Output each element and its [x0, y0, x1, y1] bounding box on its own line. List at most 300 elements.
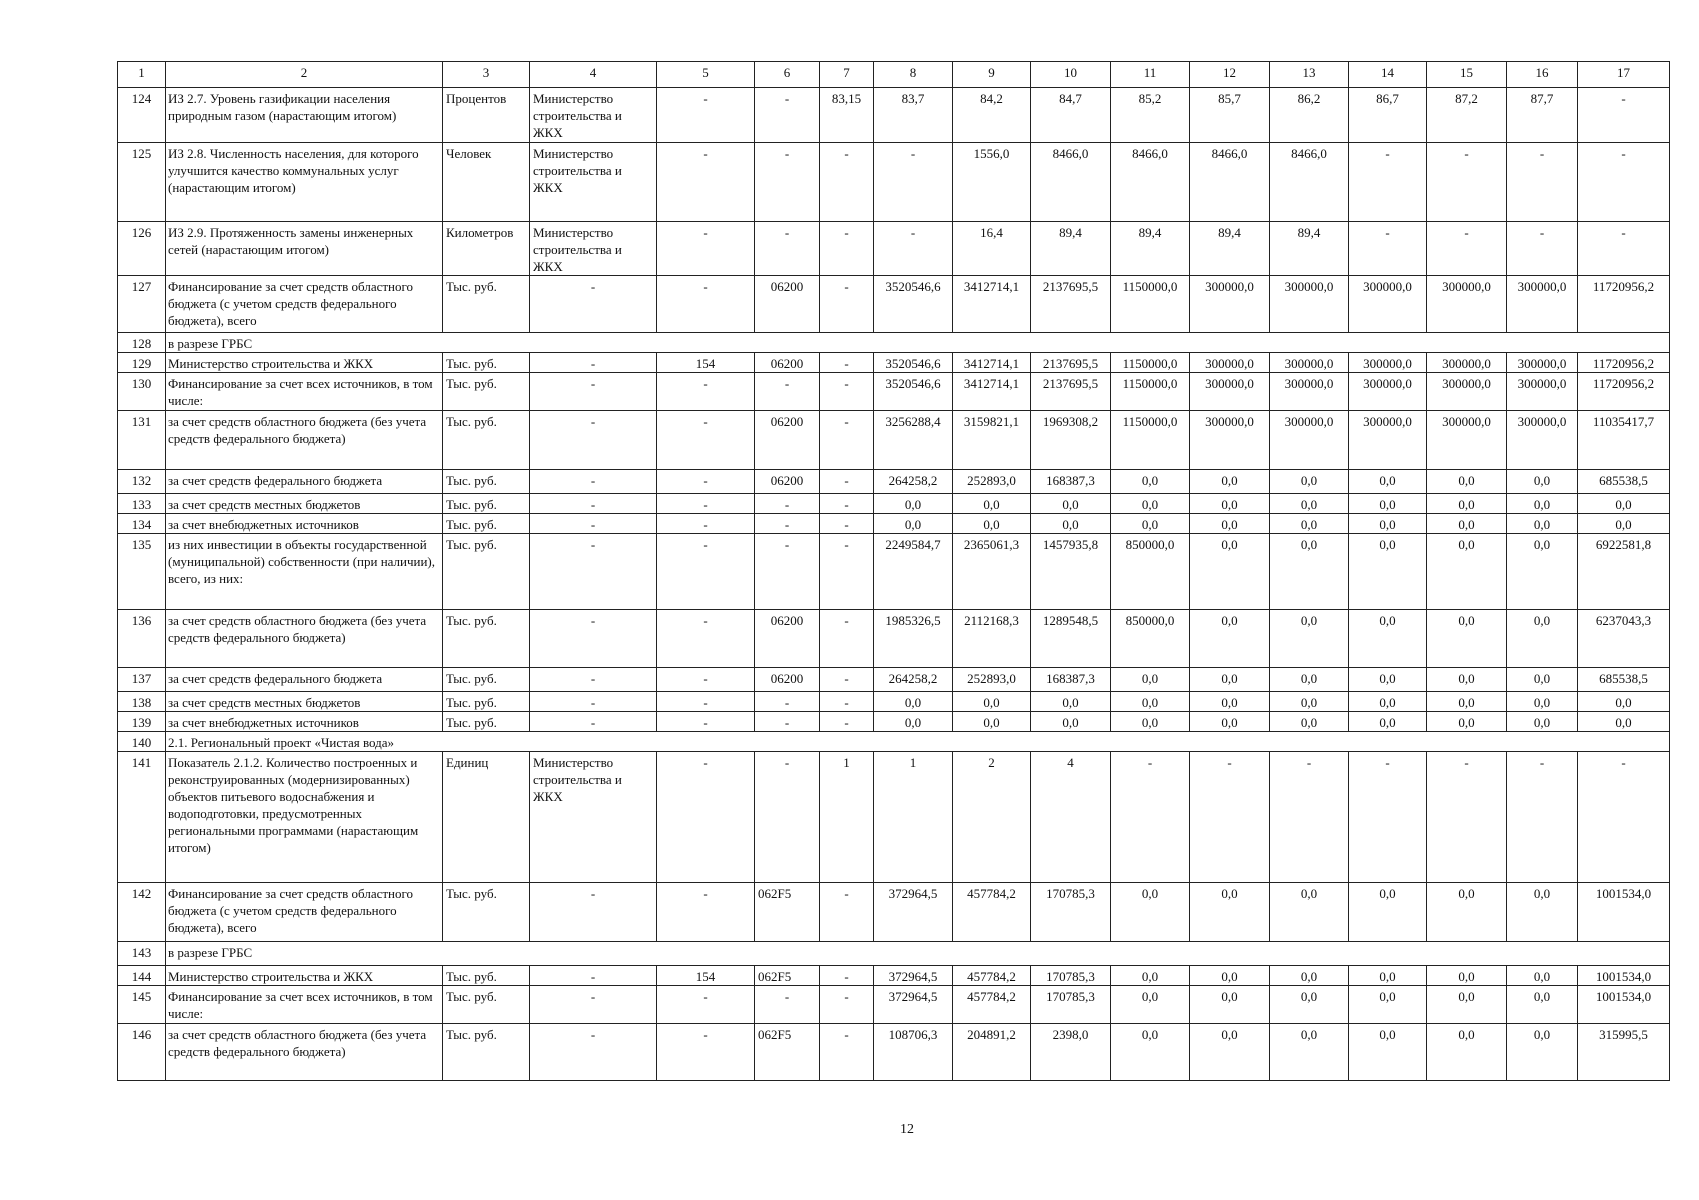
value-cell: 1150000,0 [1111, 411, 1190, 470]
row-number: 129 [118, 353, 166, 373]
value-cell: - [657, 712, 755, 732]
value-cell: 204891,2 [953, 1024, 1031, 1081]
row-number: 126 [118, 222, 166, 276]
indicator-name: за счет средств местных бюджетов [166, 494, 443, 514]
value-cell: - [820, 1024, 874, 1081]
unit-cell: Тыс. руб. [443, 986, 530, 1024]
indicator-name: из них инвестиции в объекты государственной (муниципальной) собственности (при наличии), всего, из них: [166, 534, 443, 610]
value-cell: - [820, 883, 874, 942]
value-cell: 0,0 [953, 494, 1031, 514]
section-heading: в разрезе ГРБС [166, 942, 1670, 966]
value-cell: 1457935,8 [1031, 534, 1111, 610]
column-number-1: 1 [118, 62, 166, 88]
code-cell: 062F5 [755, 966, 820, 986]
value-cell: 0,0 [874, 692, 953, 712]
value-cell: 0,0 [1427, 986, 1507, 1024]
value-cell: 1 [874, 752, 953, 883]
code-cell: - [755, 514, 820, 534]
value-cell: 108706,3 [874, 1024, 953, 1081]
table-row [118, 1024, 1670, 1081]
unit-cell: Тыс. руб. [443, 470, 530, 494]
value-cell: 0,0 [1190, 470, 1270, 494]
responsible-cell: Министерство строительства и ЖКХ [530, 143, 657, 222]
value-cell: 3412714,1 [953, 353, 1031, 373]
value-cell: - [820, 222, 874, 276]
value-cell: - [657, 276, 755, 333]
value-cell: 300000,0 [1349, 411, 1427, 470]
code-cell: 06200 [755, 470, 820, 494]
value-cell: 252893,0 [953, 668, 1031, 692]
value-cell: 300000,0 [1190, 373, 1270, 411]
unit-cell: Человек [443, 143, 530, 222]
column-number-9: 9 [953, 62, 1031, 88]
value-cell: - [657, 143, 755, 222]
value-cell: 11035417,7 [1578, 411, 1670, 470]
code-cell: - [755, 373, 820, 411]
indicator-name: ИЗ 2.7. Уровень газификации населения природным газом (нарастающим итогом) [166, 88, 443, 143]
value-cell: 0,0 [1111, 986, 1190, 1024]
value-cell: 87,7 [1507, 88, 1578, 143]
value-cell: 154 [657, 353, 755, 373]
value-cell: - [820, 966, 874, 986]
value-cell: 83,7 [874, 88, 953, 143]
unit-cell: Тыс. руб. [443, 610, 530, 668]
row-number: 137 [118, 668, 166, 692]
value-cell: 8466,0 [1190, 143, 1270, 222]
value-cell: 170785,3 [1031, 986, 1111, 1024]
value-cell: 0,0 [1190, 668, 1270, 692]
row-number: 135 [118, 534, 166, 610]
value-cell: 264258,2 [874, 668, 953, 692]
value-cell: - [1578, 88, 1670, 143]
value-cell: 300000,0 [1507, 353, 1578, 373]
value-cell: 0,0 [1270, 692, 1349, 712]
value-cell: - [657, 411, 755, 470]
value-cell: 300000,0 [1427, 373, 1507, 411]
value-cell: 264258,2 [874, 470, 953, 494]
indicator-name: Финансирование за счет всех источников, в том числе: [166, 373, 443, 411]
unit-cell: Тыс. руб. [443, 514, 530, 534]
value-cell: - [657, 610, 755, 668]
code-cell: 06200 [755, 668, 820, 692]
value-cell: 0,0 [1507, 514, 1578, 534]
value-cell: - [820, 353, 874, 373]
value-cell: - [657, 514, 755, 534]
value-cell: 1556,0 [953, 143, 1031, 222]
row-number: 130 [118, 373, 166, 411]
value-cell: 8466,0 [1031, 143, 1111, 222]
column-number-14: 14 [1349, 62, 1427, 88]
responsible-cell: - [530, 610, 657, 668]
value-cell: 170785,3 [1031, 966, 1111, 986]
value-cell: 0,0 [1427, 712, 1507, 732]
value-cell: 0,0 [1270, 610, 1349, 668]
column-number-3: 3 [443, 62, 530, 88]
value-cell: 300000,0 [1270, 373, 1349, 411]
value-cell: 3520546,6 [874, 276, 953, 333]
value-cell: 3412714,1 [953, 373, 1031, 411]
table-header-row [118, 62, 1670, 88]
value-cell: - [1578, 752, 1670, 883]
unit-cell: Тыс. руб. [443, 883, 530, 942]
indicator-name: Показатель 2.1.2. Количество построенных и реконструированных (модернизированных) объектов питьевого водоснабжения и водоподготовки, предусмотренных региональными программами (нарастающим итогом) [166, 752, 443, 883]
value-cell: 300000,0 [1270, 276, 1349, 333]
value-cell: 2249584,7 [874, 534, 953, 610]
value-cell: - [820, 514, 874, 534]
value-cell: 0,0 [1031, 494, 1111, 514]
value-cell: 1985326,5 [874, 610, 953, 668]
unit-cell: Процентов [443, 88, 530, 143]
value-cell: 0,0 [1190, 712, 1270, 732]
value-cell: 3520546,6 [874, 353, 953, 373]
row-number: 125 [118, 143, 166, 222]
value-cell: 83,15 [820, 88, 874, 143]
column-number-10: 10 [1031, 62, 1111, 88]
value-cell: 0,0 [1507, 692, 1578, 712]
value-cell: 84,2 [953, 88, 1031, 143]
code-cell: 06200 [755, 276, 820, 333]
row-number: 140 [118, 732, 166, 752]
value-cell: 0,0 [1270, 668, 1349, 692]
value-cell: 154 [657, 966, 755, 986]
indicator-name: ИЗ 2.8. Численность населения, для которого улучшится качество коммунальных услуг (нарастающим итогом) [166, 143, 443, 222]
value-cell: 0,0 [1111, 494, 1190, 514]
value-cell: 0,0 [1427, 494, 1507, 514]
value-cell: - [1190, 752, 1270, 883]
value-cell: 8466,0 [1270, 143, 1349, 222]
unit-cell: Тыс. руб. [443, 534, 530, 610]
responsible-cell: - [530, 373, 657, 411]
value-cell: 0,0 [1427, 470, 1507, 494]
value-cell: 86,7 [1349, 88, 1427, 143]
value-cell: 8466,0 [1111, 143, 1190, 222]
value-cell: - [820, 986, 874, 1024]
value-cell: 3256288,4 [874, 411, 953, 470]
value-cell: 0,0 [1349, 986, 1427, 1024]
value-cell: - [1427, 752, 1507, 883]
value-cell: 2398,0 [1031, 1024, 1111, 1081]
value-cell: 0,0 [1190, 494, 1270, 514]
value-cell: 85,2 [1111, 88, 1190, 143]
value-cell: 300000,0 [1270, 411, 1349, 470]
page-number: 12 [900, 1122, 914, 1137]
value-cell: 3159821,1 [953, 411, 1031, 470]
value-cell: 0,0 [1507, 668, 1578, 692]
value-cell: 372964,5 [874, 966, 953, 986]
value-cell: 1001534,0 [1578, 986, 1670, 1024]
column-number-5: 5 [657, 62, 755, 88]
column-number-15: 15 [1427, 62, 1507, 88]
value-cell: - [657, 373, 755, 411]
value-cell: 0,0 [1111, 883, 1190, 942]
indicator-name: Министерство строительства и ЖКХ [166, 966, 443, 986]
value-cell: 0,0 [1578, 692, 1670, 712]
value-cell: 0,0 [1349, 534, 1427, 610]
indicator-name: за счет средств областного бюджета (без учета средств федерального бюджета) [166, 610, 443, 668]
indicator-name: за счет средств федерального бюджета [166, 668, 443, 692]
budget-table-sheet [117, 61, 1669, 1081]
value-cell: - [1507, 752, 1578, 883]
table-row [118, 373, 1670, 411]
value-cell: 16,4 [953, 222, 1031, 276]
value-cell: 0,0 [1031, 712, 1111, 732]
code-cell: 06200 [755, 610, 820, 668]
value-cell: 0,0 [1190, 883, 1270, 942]
value-cell: 0,0 [1578, 712, 1670, 732]
value-cell: - [657, 986, 755, 1024]
value-cell: 0,0 [1270, 534, 1349, 610]
responsible-cell: - [530, 966, 657, 986]
value-cell: 170785,3 [1031, 883, 1111, 942]
responsible-cell: - [530, 534, 657, 610]
value-cell: 0,0 [1349, 494, 1427, 514]
table-row [118, 534, 1670, 610]
value-cell: - [820, 276, 874, 333]
table-row [118, 883, 1670, 942]
value-cell: 0,0 [1507, 534, 1578, 610]
table-row [118, 333, 1670, 353]
value-cell: 1001534,0 [1578, 966, 1670, 986]
value-cell: - [657, 470, 755, 494]
value-cell: 0,0 [1270, 986, 1349, 1024]
value-cell: 300000,0 [1349, 276, 1427, 333]
responsible-cell: - [530, 353, 657, 373]
value-cell: 300000,0 [1190, 276, 1270, 333]
indicator-name: за счет средств федерального бюджета [166, 470, 443, 494]
value-cell: 11720956,2 [1578, 276, 1670, 333]
value-cell: - [657, 883, 755, 942]
row-number: 145 [118, 986, 166, 1024]
code-cell: - [755, 143, 820, 222]
value-cell: 0,0 [1578, 494, 1670, 514]
value-cell: - [820, 494, 874, 514]
value-cell: 0,0 [874, 514, 953, 534]
table-row [118, 88, 1670, 143]
value-cell: 0,0 [1031, 514, 1111, 534]
table-row [118, 494, 1670, 514]
unit-cell: Тыс. руб. [443, 411, 530, 470]
value-cell: 2137695,5 [1031, 276, 1111, 333]
indicator-name: Министерство строительства и ЖКХ [166, 353, 443, 373]
row-number: 144 [118, 966, 166, 986]
value-cell: 300000,0 [1349, 353, 1427, 373]
value-cell: 2112168,3 [953, 610, 1031, 668]
value-cell: - [820, 610, 874, 668]
value-cell: 89,4 [1270, 222, 1349, 276]
responsible-cell: - [530, 1024, 657, 1081]
indicator-name: за счет средств местных бюджетов [166, 692, 443, 712]
value-cell: - [820, 692, 874, 712]
row-number: 138 [118, 692, 166, 712]
column-number-7: 7 [820, 62, 874, 88]
value-cell: 0,0 [953, 712, 1031, 732]
value-cell: - [657, 494, 755, 514]
unit-cell: Тыс. руб. [443, 494, 530, 514]
value-cell: 372964,5 [874, 986, 953, 1024]
value-cell: 300000,0 [1190, 411, 1270, 470]
value-cell: 3520546,6 [874, 373, 953, 411]
indicator-name: за счет средств областного бюджета (без учета средств федерального бюджета) [166, 1024, 443, 1081]
value-cell: 6237043,3 [1578, 610, 1670, 668]
column-number-4: 4 [530, 62, 657, 88]
value-cell: 685538,5 [1578, 668, 1670, 692]
unit-cell: Тыс. руб. [443, 353, 530, 373]
value-cell: - [874, 222, 953, 276]
value-cell: - [657, 534, 755, 610]
value-cell: 0,0 [1427, 668, 1507, 692]
table-body [118, 62, 1670, 1081]
table-row [118, 942, 1670, 966]
value-cell: 0,0 [1190, 986, 1270, 1024]
value-cell: 0,0 [1349, 668, 1427, 692]
value-cell: 1289548,5 [1031, 610, 1111, 668]
responsible-cell: - [530, 986, 657, 1024]
unit-cell: Тыс. руб. [443, 712, 530, 732]
row-number: 132 [118, 470, 166, 494]
table-row [118, 732, 1670, 752]
unit-cell: Тыс. руб. [443, 373, 530, 411]
code-cell: - [755, 222, 820, 276]
value-cell: 0,0 [1190, 966, 1270, 986]
table-row [118, 222, 1670, 276]
value-cell: 315995,5 [1578, 1024, 1670, 1081]
responsible-cell: - [530, 692, 657, 712]
table-row [118, 514, 1670, 534]
responsible-cell: - [530, 411, 657, 470]
table-row [118, 470, 1670, 494]
value-cell: 0,0 [874, 712, 953, 732]
value-cell: 0,0 [1507, 712, 1578, 732]
row-number: 127 [118, 276, 166, 333]
value-cell: 300000,0 [1349, 373, 1427, 411]
value-cell: 0,0 [1507, 1024, 1578, 1081]
value-cell: - [1349, 143, 1427, 222]
indicator-name: за счет внебюджетных источников [166, 712, 443, 732]
unit-cell: Единиц [443, 752, 530, 883]
value-cell: 0,0 [1190, 610, 1270, 668]
value-cell: 1150000,0 [1111, 373, 1190, 411]
column-number-11: 11 [1111, 62, 1190, 88]
section-heading: в разрезе ГРБС [166, 333, 1670, 353]
indicator-name: Финансирование за счет средств областного бюджета (с учетом средств федерального бюджета), всего [166, 276, 443, 333]
row-number: 146 [118, 1024, 166, 1081]
value-cell: 300000,0 [1190, 353, 1270, 373]
value-cell: - [1349, 222, 1427, 276]
row-number: 136 [118, 610, 166, 668]
value-cell: 0,0 [1270, 712, 1349, 732]
code-cell: 062F5 [755, 883, 820, 942]
column-number-8: 8 [874, 62, 953, 88]
value-cell: - [820, 373, 874, 411]
value-cell: 0,0 [1349, 514, 1427, 534]
value-cell: 0,0 [874, 494, 953, 514]
value-cell: 0,0 [1507, 470, 1578, 494]
unit-cell: Тыс. руб. [443, 966, 530, 986]
value-cell: 0,0 [1427, 610, 1507, 668]
code-cell: - [755, 494, 820, 514]
responsible-cell: - [530, 470, 657, 494]
value-cell: 300000,0 [1427, 276, 1507, 333]
value-cell: 685538,5 [1578, 470, 1670, 494]
value-cell: 1001534,0 [1578, 883, 1670, 942]
value-cell: 0,0 [1270, 470, 1349, 494]
column-number-13: 13 [1270, 62, 1349, 88]
table-row [118, 668, 1670, 692]
table-row [118, 610, 1670, 668]
column-number-17: 17 [1578, 62, 1670, 88]
responsible-cell: - [530, 883, 657, 942]
value-cell: 300000,0 [1507, 276, 1578, 333]
value-cell: 0,0 [1270, 494, 1349, 514]
value-cell: 0,0 [1349, 966, 1427, 986]
value-cell: 84,7 [1031, 88, 1111, 143]
value-cell: 11720956,2 [1578, 353, 1670, 373]
table-row [118, 411, 1670, 470]
value-cell: 3412714,1 [953, 276, 1031, 333]
value-cell: 850000,0 [1111, 610, 1190, 668]
value-cell: 0,0 [1349, 1024, 1427, 1081]
value-cell: - [1507, 222, 1578, 276]
value-cell: 0,0 [1111, 514, 1190, 534]
value-cell: 0,0 [1349, 883, 1427, 942]
row-number: 142 [118, 883, 166, 942]
value-cell: - [1427, 222, 1507, 276]
table-row [118, 752, 1670, 883]
value-cell: - [820, 534, 874, 610]
value-cell: 0,0 [1427, 534, 1507, 610]
value-cell: 85,7 [1190, 88, 1270, 143]
unit-cell: Тыс. руб. [443, 668, 530, 692]
column-number-6: 6 [755, 62, 820, 88]
table-row [118, 986, 1670, 1024]
value-cell: 0,0 [1427, 883, 1507, 942]
value-cell: 0,0 [1111, 470, 1190, 494]
row-number: 139 [118, 712, 166, 732]
value-cell: 0,0 [1578, 514, 1670, 534]
value-cell: 0,0 [953, 692, 1031, 712]
value-cell: 0,0 [1349, 712, 1427, 732]
responsible-cell: - [530, 712, 657, 732]
value-cell: 0,0 [1427, 1024, 1507, 1081]
table-row [118, 692, 1670, 712]
row-number: 134 [118, 514, 166, 534]
value-cell: 6922581,8 [1578, 534, 1670, 610]
value-cell: - [820, 470, 874, 494]
unit-cell: Километров [443, 222, 530, 276]
table-row [118, 276, 1670, 333]
value-cell: 1 [820, 752, 874, 883]
value-cell: 1150000,0 [1111, 353, 1190, 373]
responsible-cell: - [530, 494, 657, 514]
responsible-cell: - [530, 276, 657, 333]
responsible-cell: Министерство строительства и ЖКХ [530, 222, 657, 276]
value-cell: - [1111, 752, 1190, 883]
value-cell: - [874, 143, 953, 222]
value-cell: - [820, 411, 874, 470]
value-cell: 0,0 [1190, 514, 1270, 534]
table-row [118, 143, 1670, 222]
unit-cell: Тыс. руб. [443, 692, 530, 712]
value-cell: 372964,5 [874, 883, 953, 942]
indicator-name: за счет внебюджетных источников [166, 514, 443, 534]
value-cell: 252893,0 [953, 470, 1031, 494]
code-cell: 06200 [755, 353, 820, 373]
value-cell: - [820, 143, 874, 222]
value-cell: 850000,0 [1111, 534, 1190, 610]
value-cell: 87,2 [1427, 88, 1507, 143]
row-number: 128 [118, 333, 166, 353]
value-cell: 2137695,5 [1031, 373, 1111, 411]
